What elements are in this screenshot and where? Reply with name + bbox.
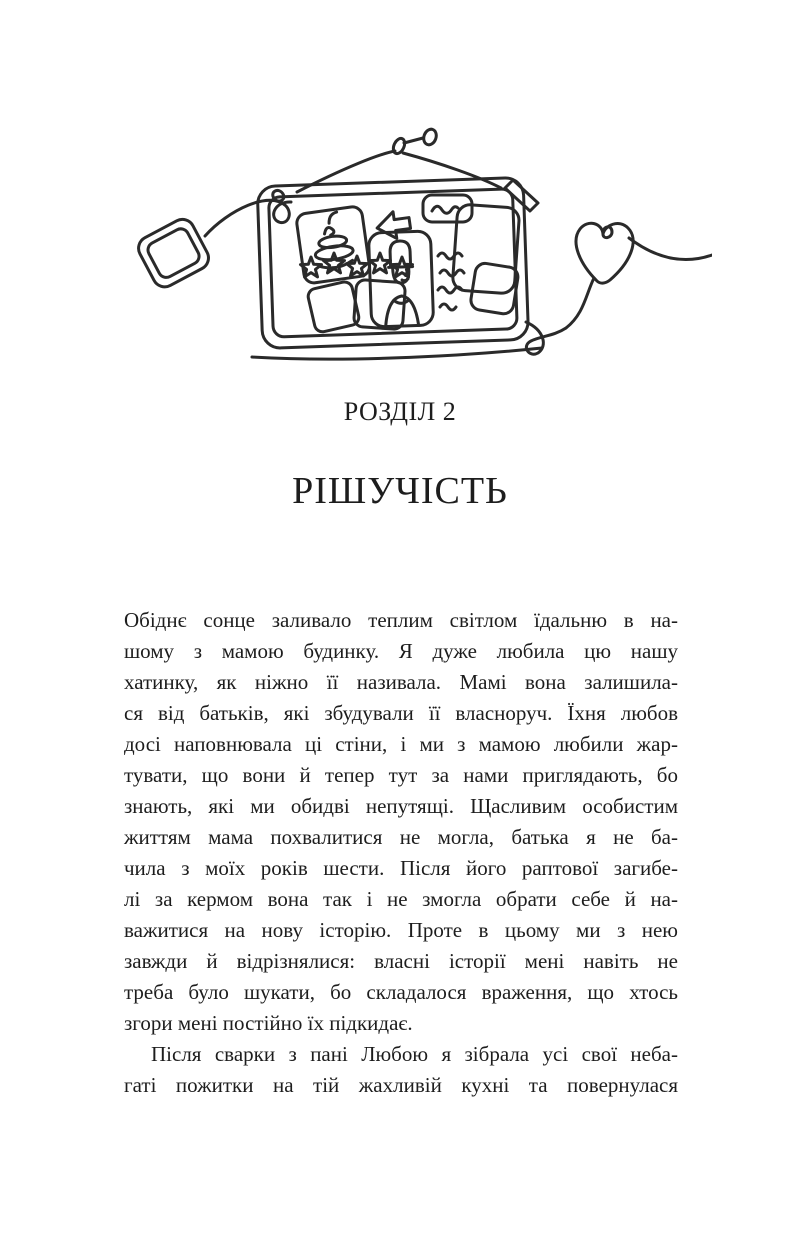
text-line: Обіднє сонце заливало теплим світлом їдальню в на-	[124, 608, 678, 632]
text-line: Після сварки з пані Любою я зібрала усі свої неба-	[151, 1042, 678, 1066]
text-line: знають, які ми обидві непутящі. Щасливим особистим	[124, 794, 678, 818]
zigzag-lines	[438, 253, 464, 310]
hanging-wire	[297, 151, 501, 192]
board-bottom-line	[252, 348, 542, 359]
text-line: досі наповнювала ці стіни, і ми з мамою любили жар-	[124, 732, 678, 756]
line-to-heart	[566, 278, 594, 328]
text-line: лі за кермом вона так і не змогла обрати себе й на-	[124, 887, 678, 911]
chapter-label: РОЗДІЛ 2	[343, 397, 457, 426]
sticky-note-1	[307, 280, 361, 333]
body-text	[124, 605, 678, 1101]
text-line: завжди й відрізнялися: власні історії мені навіть не	[124, 949, 678, 973]
chef-portrait	[368, 231, 433, 327]
text-line: хатинку, як ніжно її називала. Мамі вона залишила-	[124, 670, 678, 694]
text-line: чила з моїх років шести. Після його раптової загибе-	[124, 856, 678, 880]
wave-note	[423, 195, 472, 222]
connector-squiggle	[205, 200, 291, 236]
chapter-title: РІШУЧІСТЬ	[292, 470, 508, 512]
text-line: ся від батьків, які збудували її власноруч. Їхня любов	[124, 701, 678, 725]
text-line: важитися на нову історію. Проте в цьому ми з нею	[124, 918, 678, 942]
paragraph	[124, 605, 678, 1039]
paragraph	[124, 1039, 678, 1101]
text-line: шому з мамою будинку. Я дуже любила цю нашу	[124, 639, 678, 663]
text-line: тувати, що вони й тепер тут за нами приглядають, бо	[124, 763, 678, 787]
heart-doodle	[576, 223, 712, 283]
text-line: треба було шукати, бо складалося враження, що хтось	[124, 980, 678, 1004]
text-line: життям мама похвалитися не могла, батька я не ба-	[124, 825, 678, 849]
pinboard-line-art-svg	[92, 126, 712, 376]
left-frame	[134, 215, 212, 291]
text-line: гаті пожитки на тій жахливій кухні та повернулася	[124, 1073, 678, 1097]
chapter-illustration-pinboard	[92, 126, 712, 376]
text-line: згори мені постійно їх підкидає.	[124, 1011, 413, 1035]
arrow-left	[375, 210, 411, 241]
sticky-note-2	[353, 279, 405, 329]
pinned-note	[452, 204, 520, 294]
nail-pin	[391, 127, 438, 155]
